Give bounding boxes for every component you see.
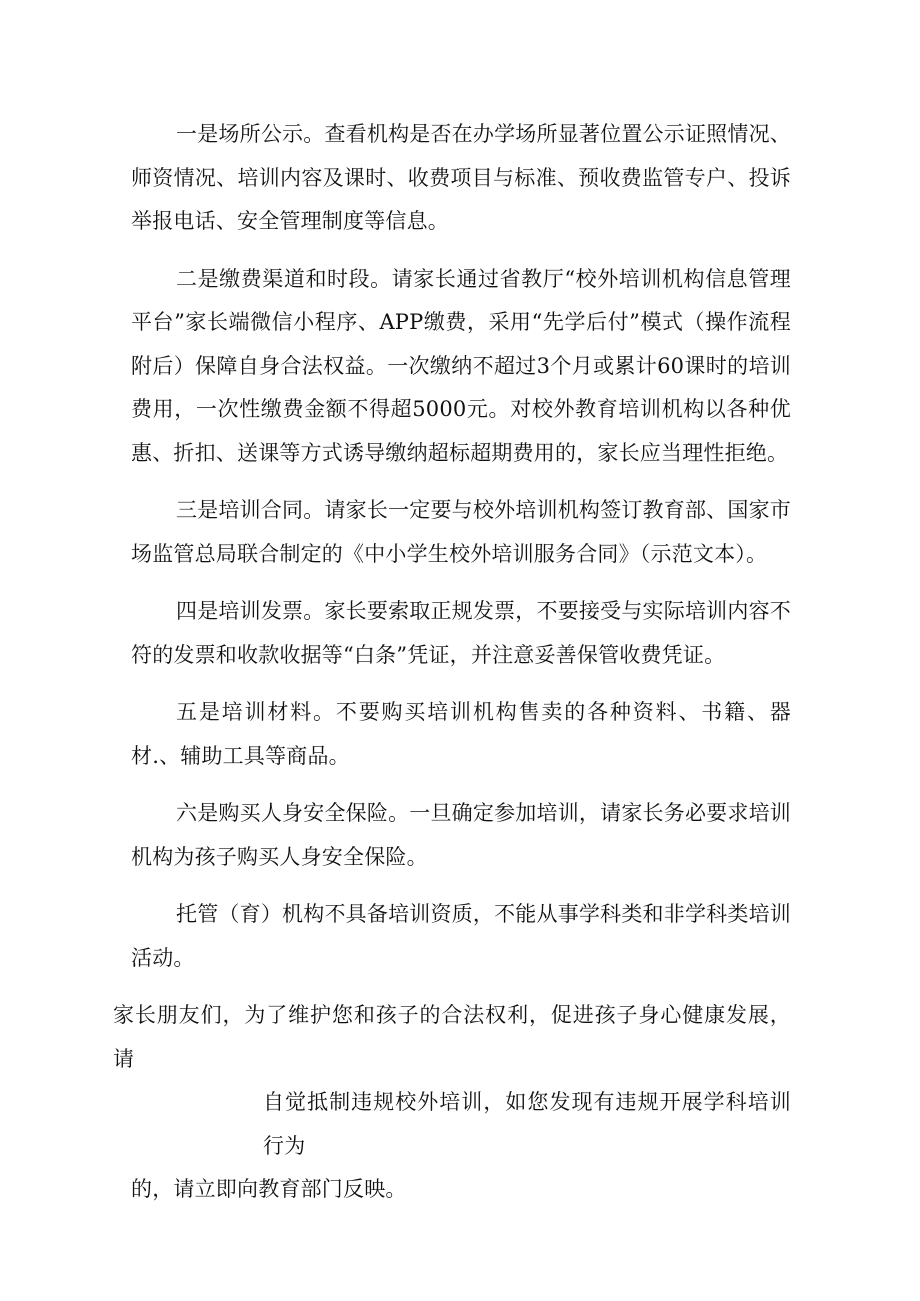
closing-line-2: 自觉抵制违规校外培训，如您发现有违规开展学科培训行为 [263,1090,791,1158]
paragraph-payment-channel: 二是缴费渠道和时段。请家长通过省教厅“校外培训机构信息管理平台”家长端微信小程序、APP缴费，采用“先学后付”模式（操作流程附后）保障自身合法权益。一次缴纳不超过3个月或累计60课时的培训费用，一次性缴费金额不得超5000元。对校外教育培训机构以各种优惠、折扣、送课等方式诱导缴纳超标超期费用的，家长应当理性拒绝。 [131,266,791,465]
paragraph-training-contract: 三是培训合同。请家长一定要与校外培训机构签订教育部、国家市场监管总局联合制定的《中小学生校外培训服务合同》（示范文本）。 [131,498,791,566]
paragraph-training-invoice: 四是培训发票。家长要索取正规发票，不要接受与实际培训内容不符的发票和收款收据等“白条”凭证，并注意妥善保管收费凭证。 [131,599,791,667]
closing-line-3: 的，请立即向教育部门反映。 [131,1177,407,1201]
closing-line-1: 家长朋友们，为了维护您和孩子的合法权利，促进孩子身心健康发展，请 [113,1003,791,1071]
paragraph-closing-appeal [113,994,791,1212]
paragraph-safety-insurance: 六是购买人身安全保险。一旦确定参加培训，请家长务必要求培训机构为孩子购买人身安全保险。 [131,801,791,869]
paragraph-custody-institutions: 托管（育）机构不具备培训资质，不能从事学科类和非学科类培训活动。 [131,902,791,970]
document-body [113,113,791,1212]
paragraph-training-materials: 五是培训材料。不要购买培训机构售卖的各种资料、书籍、器材.、辅助工具等商品。 [131,700,791,768]
paragraph-venue-disclosure: 一是场所公示。查看机构是否在办学场所显著位置公示证照情况、师资情况、培训内容及课时、收费项目与标准、预收费监管专户、投诉举报电话、安全管理制度等信息。 [131,122,791,233]
